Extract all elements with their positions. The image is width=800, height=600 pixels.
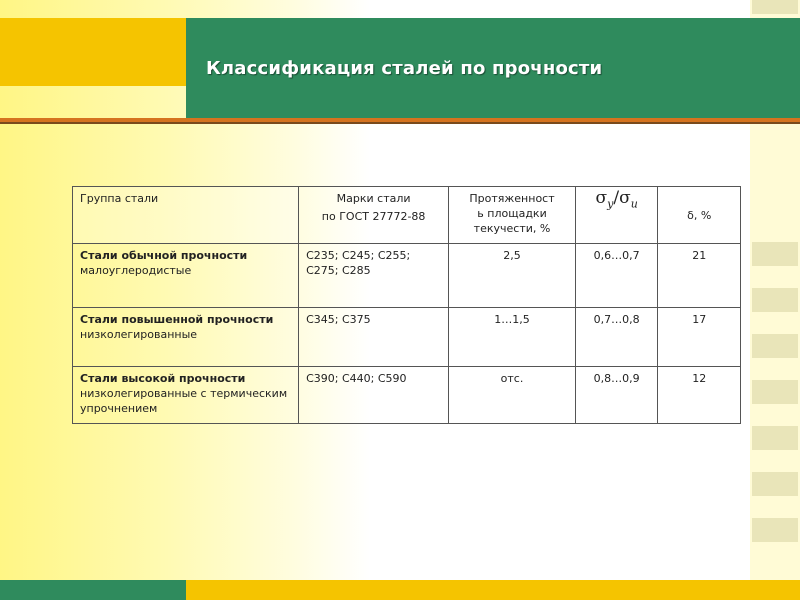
table-header-row (73, 187, 741, 244)
group-subtype: низколегированные с термическим упрочнением (80, 387, 288, 415)
table-row (73, 308, 741, 367)
header-grades-standard: по ГОСТ 27772-88 (321, 210, 426, 223)
cell-elongation: 17 (658, 308, 741, 367)
footer-yellow-band (186, 580, 800, 600)
header-group-label: Группа стали (80, 192, 159, 205)
cell-group (73, 244, 299, 308)
group-subtype: малоуглеродистые (80, 264, 192, 277)
header-yield-label-2: ь площадки (477, 207, 547, 220)
table-row (73, 244, 741, 308)
cell-strength-ratio: 0,7…0,8 (575, 308, 658, 367)
sigma-symbol: σ (619, 188, 631, 208)
header-yield-plateau (449, 187, 576, 244)
header-strength-ratio (575, 187, 658, 244)
cell-group (73, 367, 299, 424)
cell-yield-plateau: отс. (449, 367, 576, 424)
group-name: Стали повышенной прочности (80, 313, 274, 326)
cell-grades (299, 367, 449, 424)
cell-yield-plateau: 2,5 (449, 244, 576, 308)
sigma-symbol: σ (595, 188, 608, 208)
sigma-subscript: y (607, 197, 614, 211)
group-name: Стали высокой прочности (80, 372, 246, 385)
page-title: Классификация сталей по прочности (206, 58, 603, 79)
header-yellow-block (0, 18, 186, 86)
header-yield-label-1: Протяженност (469, 192, 555, 205)
right-decor-stripe (752, 380, 798, 404)
header-yield-label-3: текучести, % (473, 222, 551, 235)
cell-strength-ratio: 0,8…0,9 (575, 367, 658, 424)
cell-elongation: 21 (658, 244, 741, 308)
footer-green-block (0, 580, 186, 600)
cell-elongation: 12 (658, 367, 741, 424)
grades-line: С275; С285 (306, 264, 371, 277)
right-decor-stripe (752, 0, 798, 14)
table-row (73, 367, 741, 424)
ratio-separator: / (613, 188, 620, 208)
right-decor-stripe (752, 518, 798, 542)
right-decor-stripe (752, 288, 798, 312)
cell-grades (299, 308, 449, 367)
steel-classification-table (72, 186, 741, 424)
right-decor-stripe (752, 472, 798, 496)
grades-line: С390; С440; С590 (306, 372, 407, 385)
right-decor-stripe (752, 242, 798, 266)
right-decor-stripe (752, 426, 798, 450)
header-elongation (658, 187, 741, 244)
cell-group (73, 308, 299, 367)
header-group (73, 187, 299, 244)
grades-line: С345; С375 (306, 313, 371, 326)
group-subtype: низколегированные (80, 328, 198, 341)
right-decor-stripe (752, 334, 798, 358)
header-elongation-label: δ, % (687, 208, 712, 222)
cell-strength-ratio: 0,6…0,7 (575, 244, 658, 308)
group-name: Стали обычной прочности (80, 249, 248, 262)
sigma-subscript: u (630, 197, 638, 211)
header-grades (299, 187, 449, 244)
cell-grades (299, 244, 449, 308)
grades-line: С235; С245; С255; (306, 249, 411, 262)
header-divider-shadow (0, 122, 800, 124)
header-grades-label: Марки стали (336, 192, 411, 205)
header-ratio-formula (595, 188, 638, 211)
cell-yield-plateau: 1…1,5 (449, 308, 576, 367)
